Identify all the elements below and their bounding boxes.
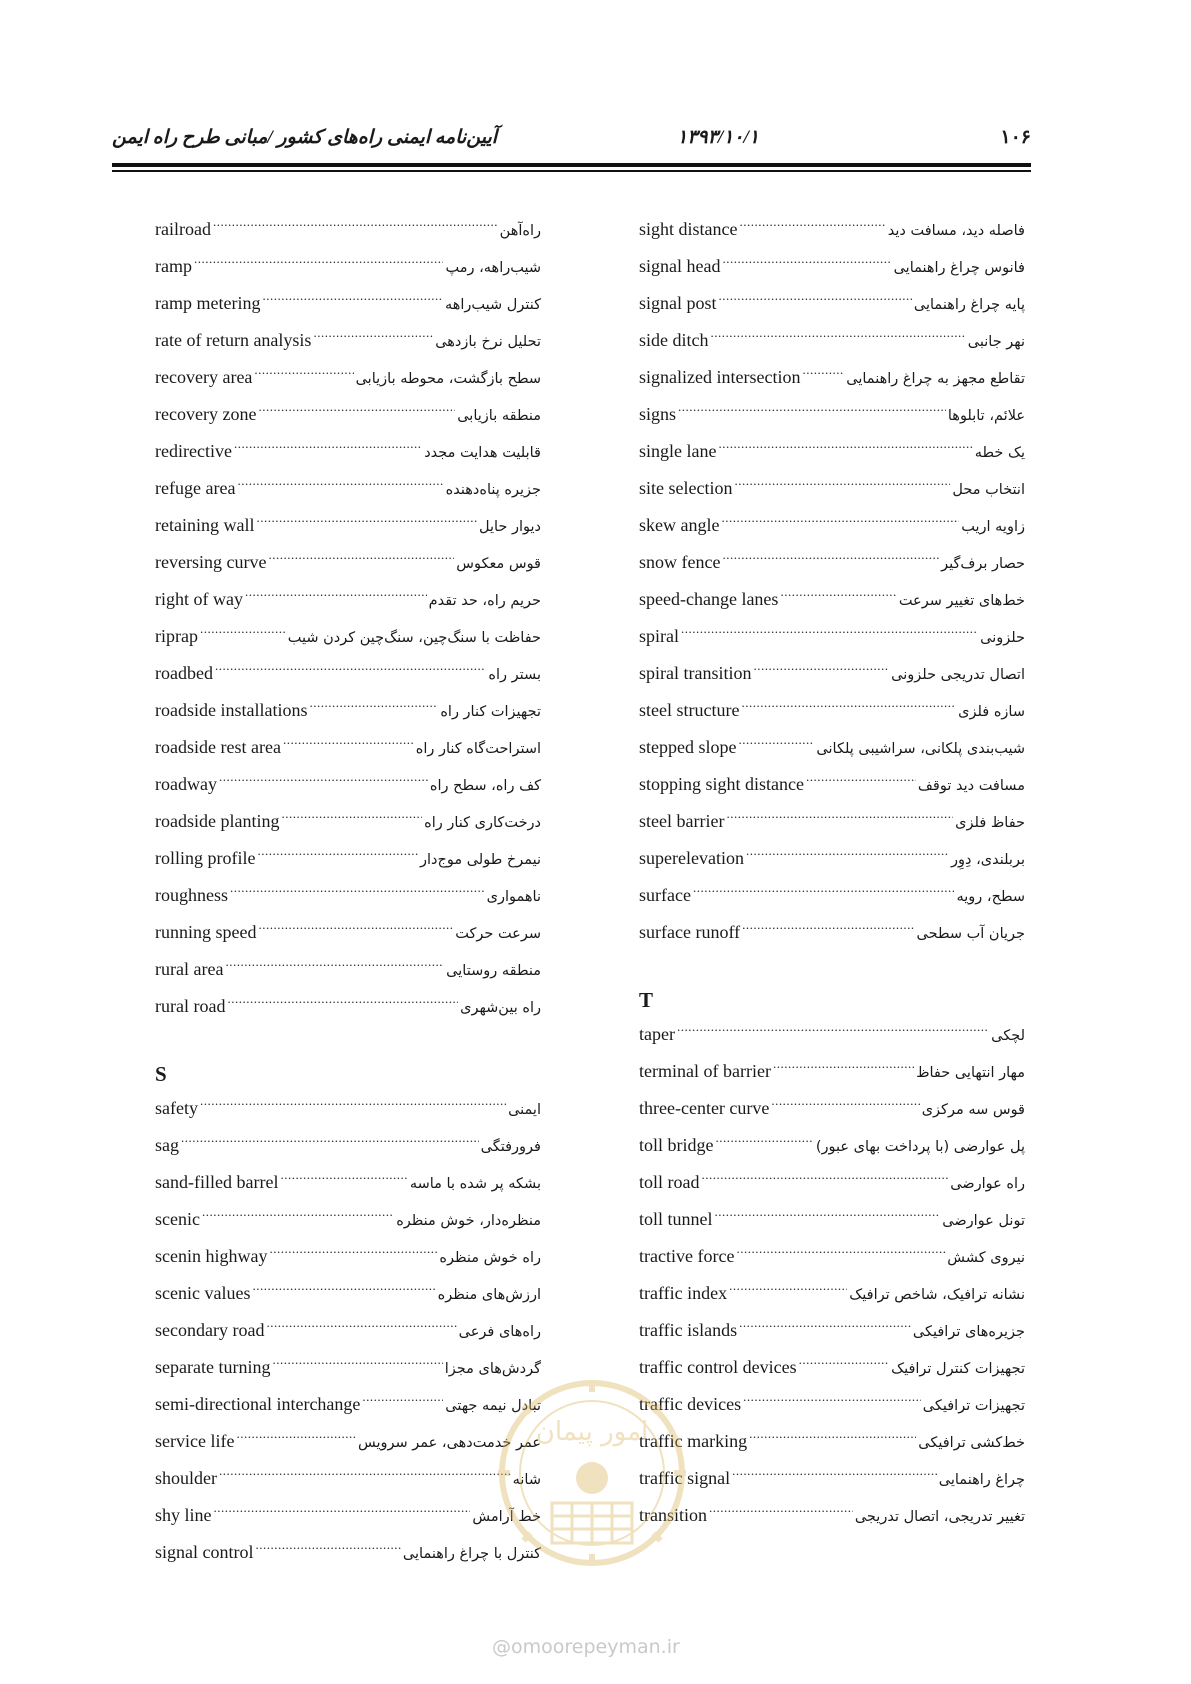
dot-leader (749, 1426, 916, 1447)
dot-leader (313, 325, 433, 346)
entry-persian-term: بشکه پر شده با ماسه (409, 1176, 541, 1192)
dot-leader (214, 1500, 471, 1521)
dot-leader (269, 1241, 437, 1262)
entry-english-term: stopping sight distance (639, 774, 804, 794)
dot-leader (678, 399, 946, 420)
entry-english-term: traffic index (639, 1283, 728, 1303)
dot-leader (709, 1500, 853, 1521)
dot-leader (219, 769, 428, 790)
entry-persian-term: قوس معکوس (456, 556, 541, 572)
entry-english-term: traffic devices (639, 1394, 742, 1414)
entry-persian-term: گردش‌های مجزا (444, 1361, 541, 1377)
entry-english-term: signs (639, 404, 677, 424)
dot-leader (230, 880, 485, 901)
glossary-entry (155, 1167, 541, 1204)
dot-leader (256, 510, 477, 531)
glossary-entry (639, 510, 1025, 547)
dot-leader (726, 806, 953, 827)
dot-leader (771, 1093, 919, 1114)
entry-persian-term: شانه (512, 1472, 541, 1488)
entry-english-term: snow fence (639, 552, 721, 572)
entry-english-term: secondary road (155, 1320, 265, 1340)
entry-persian-term: مسافت دید توقف (917, 778, 1025, 794)
dot-leader (722, 547, 939, 568)
entry-persian-term: راه‌های فرعی (458, 1324, 541, 1340)
entry-persian-term: تقاطع مجهز به چراغ راهنمایی (846, 371, 1025, 387)
entry-persian-term: ایمنی (508, 1102, 541, 1118)
entry-persian-term: تونل عوارضی (942, 1213, 1025, 1229)
dot-leader (722, 251, 891, 272)
entry-persian-term: تحلیل نرخ بازدهی (435, 334, 541, 350)
entry-english-term: terminal of barrier (639, 1061, 771, 1081)
entry-english-term: signal head (639, 256, 721, 276)
entry-persian-term: حریم راه، حد تقدم (428, 593, 541, 609)
entry-english-term: transition (639, 1505, 707, 1525)
page-header (112, 126, 1031, 156)
glossary-entry (639, 214, 1025, 251)
dot-leader (268, 547, 454, 568)
entry-english-term: recovery zone (155, 404, 257, 424)
dot-leader (254, 362, 353, 383)
dot-leader (780, 584, 896, 605)
glossary-entry (155, 362, 541, 399)
entry-english-term: sight distance (639, 219, 738, 239)
entry-persian-term: نیروی کشش (947, 1250, 1025, 1266)
glossary-entry (639, 843, 1025, 880)
glossary-entry (155, 880, 541, 917)
dot-leader (280, 1167, 407, 1188)
entry-english-term: roadway (155, 774, 217, 794)
entry-english-term: signal post (639, 293, 717, 313)
glossary-entry (155, 1204, 541, 1241)
glossary-entry (639, 1500, 1025, 1537)
entry-english-term: roadside planting (155, 811, 280, 831)
glossary-entry (155, 806, 541, 843)
glossary-entry (155, 1352, 541, 1389)
glossary-entry (155, 695, 541, 732)
glossary-entry (639, 1167, 1025, 1204)
glossary-left-column (155, 214, 541, 1574)
dot-leader (227, 991, 458, 1012)
entry-english-term: scenic (155, 1209, 200, 1229)
glossary-entry (639, 584, 1025, 621)
glossary-entry (155, 1500, 541, 1537)
entry-persian-term: بربلندی، دِوِر (951, 852, 1025, 868)
entry-persian-term: منظره‌دار، خوش منظره (396, 1213, 541, 1229)
entry-persian-term: کنترل شیب‌راهه (444, 297, 541, 313)
glossary-entry (639, 436, 1025, 473)
header-rule-thick (112, 163, 1031, 167)
entry-persian-term: اتصال تدریجی حلزونی (891, 667, 1025, 683)
entry-english-term: scenic values (155, 1283, 251, 1303)
entry-persian-term: نیمرخ طولی موج‌دار (419, 852, 541, 868)
glossary-entry (155, 843, 541, 880)
page-number: ۱۰۶ (1000, 127, 1031, 148)
entry-english-term: toll bridge (639, 1135, 714, 1155)
entry-english-term: right of way (155, 589, 243, 609)
dot-leader (257, 843, 418, 864)
entry-english-term: skew angle (639, 515, 720, 535)
entry-english-term: tractive force (639, 1246, 735, 1266)
section-gap (639, 954, 1025, 982)
entry-persian-term: چراغ راهنمایی (938, 1472, 1025, 1488)
dot-leader (262, 288, 443, 309)
glossary-entry (639, 1426, 1025, 1463)
entry-english-term: service life (155, 1431, 235, 1451)
entry-persian-term: یک خطه (974, 445, 1025, 461)
entry-english-term: shy line (155, 1505, 212, 1525)
dot-leader (718, 436, 972, 457)
entry-english-term: reversing curve (155, 552, 267, 572)
dot-leader (225, 954, 444, 975)
dot-leader (200, 621, 286, 642)
glossary-entry (155, 1426, 541, 1463)
entry-english-term: signalized intersection (639, 367, 801, 387)
entry-persian-term: جزیره پناه‌دهنده (445, 482, 541, 498)
glossary-entry (639, 1204, 1025, 1241)
entry-english-term: traffic islands (639, 1320, 738, 1340)
dot-leader (741, 695, 956, 716)
entry-persian-term: لچکی (991, 1028, 1025, 1044)
dot-leader (702, 1167, 949, 1188)
entry-english-term: rate of return analysis (155, 330, 312, 350)
entry-persian-term: تغییر تدریجی، اتصال تدریجی (854, 1509, 1025, 1525)
glossary-entry (639, 473, 1025, 510)
entry-english-term: signal control (155, 1542, 254, 1562)
entry-persian-term: بستر راه (488, 667, 541, 683)
entry-persian-term: مهار انتهایی حفاظ (916, 1065, 1025, 1081)
dot-leader (799, 1352, 889, 1373)
glossary-entry (155, 510, 541, 547)
entry-persian-term: منطقه بازیابی (457, 408, 541, 424)
entry-english-term: single lane (639, 441, 717, 461)
entry-persian-term: خط آرامش (472, 1509, 541, 1525)
entry-persian-term: راه عوارضی (950, 1176, 1025, 1192)
glossary-entry (155, 917, 541, 954)
entry-english-term: railroad (155, 219, 211, 239)
glossary-entry (155, 954, 541, 991)
glossary-entry (639, 732, 1025, 769)
entry-english-term: roadside installations (155, 700, 308, 720)
dot-leader (693, 880, 955, 901)
watermark-logo-text: امور پیمان (535, 1417, 649, 1447)
glossary-entry (639, 621, 1025, 658)
entry-english-term: speed-change lanes (639, 589, 779, 609)
dot-leader (252, 1278, 435, 1299)
glossary-entry (639, 399, 1025, 436)
dot-leader (736, 1241, 945, 1262)
glossary-entry (639, 1130, 1025, 1167)
entry-persian-term: حفاظت با سنگ‌چین، سنگ‌چین کردن شیب (287, 630, 541, 646)
glossary-entry (155, 1537, 541, 1574)
entry-english-term: superelevation (639, 848, 744, 868)
entry-english-term: roadside rest area (155, 737, 281, 757)
dot-leader (245, 584, 427, 605)
entry-persian-term: سازه فلزی (958, 704, 1025, 720)
glossary-entry (639, 1352, 1025, 1389)
entry-persian-term: انتخاب محل (952, 482, 1025, 498)
glossary-entry (639, 1241, 1025, 1278)
entry-persian-term: جزیره‌های ترافیکی (912, 1324, 1025, 1340)
entry-persian-term: قوس سه مرکزی (921, 1102, 1025, 1118)
dot-leader (234, 436, 422, 457)
entry-persian-term: شیب‌راهه، رمپ (445, 260, 541, 276)
glossary-entry (639, 1056, 1025, 1093)
glossary-entry (639, 325, 1025, 362)
dot-leader (746, 843, 949, 864)
glossary-entry (155, 436, 541, 473)
entry-persian-term: کنترل با چراغ راهنمایی (402, 1546, 541, 1562)
entry-persian-term: فاصله دید، مسافت دید (887, 223, 1025, 239)
glossary-entry (155, 399, 541, 436)
entry-persian-term: حلزونی (980, 630, 1025, 646)
glossary-entry (155, 621, 541, 658)
dot-leader (255, 1537, 400, 1558)
section-letter-t: T (639, 988, 654, 1012)
dot-leader (200, 1093, 506, 1114)
header-rule-thin (112, 170, 1031, 172)
entry-english-term: spiral transition (639, 663, 752, 683)
entry-persian-term: حفاظ فلزی (955, 815, 1025, 831)
glossary-entry (639, 1389, 1025, 1426)
glossary-entry (155, 1463, 541, 1500)
glossary-entry (639, 251, 1025, 288)
dot-leader (743, 1389, 921, 1410)
entry-english-term: three-center curve (639, 1098, 770, 1118)
entry-english-term: safety (155, 1098, 198, 1118)
glossary-entry (155, 473, 541, 510)
entry-english-term: toll road (639, 1172, 700, 1192)
entry-persian-term: ناهمواری (486, 889, 541, 905)
glossary-entry (155, 658, 541, 695)
entry-persian-term: تبادل نیمه جهتی (445, 1398, 541, 1414)
dot-leader (258, 399, 455, 420)
dot-leader (213, 214, 498, 235)
entry-english-term: running speed (155, 922, 257, 942)
glossary-entry (639, 695, 1025, 732)
entry-persian-term: پل عوارضی (با پرداخت بهای عبور) (815, 1139, 1025, 1155)
glossary-entry (155, 1093, 541, 1130)
t-entries (639, 1019, 1025, 1537)
glossary-entry (155, 1389, 541, 1426)
entry-english-term: sand-filled barrel (155, 1172, 279, 1192)
glossary-entry (155, 251, 541, 288)
entry-english-term: side ditch (639, 330, 709, 350)
glossary-entry (639, 1315, 1025, 1352)
entry-english-term: retaining wall (155, 515, 255, 535)
dot-leader (362, 1389, 443, 1410)
glossary-entry (155, 288, 541, 325)
dot-leader (266, 1315, 456, 1336)
book-title: آیین‌نامه ایمنی راه‌های کشور /مبانی طرح راه ایمن (112, 127, 498, 148)
glossary-right-column (639, 214, 1025, 1537)
glossary-entry (155, 732, 541, 769)
glossary-entry (155, 214, 541, 251)
dot-leader (738, 732, 814, 753)
glossary-entry (639, 288, 1025, 325)
dot-leader (719, 288, 912, 309)
dot-leader (721, 510, 959, 531)
entry-persian-term: حصار برف‌گیر (941, 556, 1025, 572)
entry-english-term: shoulder (155, 1468, 217, 1488)
entry-english-term: site selection (639, 478, 733, 498)
dot-leader (272, 1352, 442, 1373)
entry-persian-term: قابلیت هدایت مجدد (424, 445, 541, 461)
entry-persian-term: سطح، رویه (956, 889, 1025, 905)
entry-english-term: steel structure (639, 700, 740, 720)
entry-persian-term: نشانه ترافیک، شاخص ترافیک (849, 1287, 1025, 1303)
dot-leader (715, 1204, 941, 1225)
glossary-entry (155, 1241, 541, 1278)
s-entries-continued (639, 214, 1025, 954)
dot-leader (236, 1426, 356, 1447)
entry-persian-term: کف راه، سطح راه (429, 778, 541, 794)
glossary-entry (155, 991, 541, 1028)
entry-persian-term: زاویه اریب (961, 519, 1025, 535)
entry-persian-term: راه خوش منظره (439, 1250, 541, 1266)
entry-english-term: riprap (155, 626, 198, 646)
entry-persian-term: درخت‌کاری کنار راه (424, 815, 541, 831)
entry-persian-term: فرورفتگی (480, 1139, 541, 1155)
entry-english-term: toll tunnel (639, 1209, 713, 1229)
entry-english-term: surface runoff (639, 922, 741, 942)
entry-persian-term: تجهیزات کنترل ترافیک (891, 1361, 1025, 1377)
section-gap (155, 1028, 541, 1056)
dot-leader (739, 214, 885, 235)
dot-leader (711, 325, 966, 346)
dot-leader (732, 1463, 937, 1484)
entry-english-term: steel barrier (639, 811, 725, 831)
entry-english-term: roadbed (155, 663, 213, 683)
entry-english-term: scenin highway (155, 1246, 268, 1266)
dot-leader (281, 806, 422, 827)
dot-leader (181, 1130, 479, 1151)
entry-english-term: traffic control devices (639, 1357, 797, 1377)
entry-english-term: separate turning (155, 1357, 271, 1377)
glossary-entry (155, 1130, 541, 1167)
glossary-entry (639, 1278, 1025, 1315)
entry-english-term: rural road (155, 996, 226, 1016)
glossary-entry (155, 584, 541, 621)
dot-leader (729, 1278, 847, 1299)
entry-english-term: rolling profile (155, 848, 256, 868)
entry-english-term: roughness (155, 885, 228, 905)
entry-english-term: traffic signal (639, 1468, 731, 1488)
glossary-entry (639, 658, 1025, 695)
glossary-entry (639, 917, 1025, 954)
dot-leader (219, 1463, 511, 1484)
glossary-entry (639, 362, 1025, 399)
entry-english-term: recovery area (155, 367, 253, 387)
dot-leader (194, 251, 444, 272)
dot-leader (681, 621, 978, 642)
dot-leader (237, 473, 443, 494)
entry-english-term: traffic marking (639, 1431, 748, 1451)
entry-persian-term: راه بین‌شهری (460, 1000, 541, 1016)
entry-english-term: taper (639, 1024, 675, 1044)
entry-persian-term: راه‌آهن (499, 223, 541, 239)
entry-english-term: spiral (639, 626, 679, 646)
glossary-entry (155, 1315, 541, 1352)
entry-english-term: refuge area (155, 478, 236, 498)
glossary-entry (639, 1019, 1025, 1056)
dot-leader (202, 1204, 394, 1225)
r-entries (155, 214, 541, 1028)
entry-english-term: redirective (155, 441, 232, 461)
dot-leader (742, 917, 914, 938)
entry-persian-term: علائم، تابلوها (947, 408, 1025, 424)
entry-english-term: ramp metering (155, 293, 261, 313)
watermark-url: @omoorepeyman.ir (492, 1636, 680, 1658)
entry-persian-term: استراحت‌گاه کنار راه (415, 741, 541, 757)
dot-leader (283, 732, 414, 753)
entry-persian-term: تجهیزات ترافیکی (922, 1398, 1025, 1414)
entry-persian-term: ارزش‌های منظره (437, 1287, 541, 1303)
glossary-entry (155, 325, 541, 362)
glossary-entry (155, 547, 541, 584)
dot-leader (716, 1130, 814, 1151)
entry-persian-term: فانوس چراغ راهنمایی (893, 260, 1025, 276)
dot-leader (258, 917, 453, 938)
dot-leader (773, 1056, 914, 1077)
section-letter-s: S (155, 1062, 167, 1086)
dot-leader (802, 362, 844, 383)
s-entries (155, 1093, 541, 1574)
glossary-entry (639, 1463, 1025, 1500)
dot-leader (309, 695, 438, 716)
dot-leader (677, 1019, 989, 1040)
entry-persian-term: دیوار حایل (478, 519, 541, 535)
entry-english-term: surface (639, 885, 691, 905)
entry-persian-term: خط‌کشی ترافیکی (918, 1435, 1025, 1451)
entry-persian-term: سرعت حرکت (455, 926, 541, 942)
entry-persian-term: خط‌های تغییر سرعت (898, 593, 1025, 609)
entry-persian-term: سطح بازگشت، محوطه بازیابی (355, 371, 541, 387)
header-date: ۱۳۹۳/۱۰/۱ (677, 127, 759, 148)
dot-leader (806, 769, 916, 790)
entry-persian-term: شیب‌بندی پلکانی، سراشیبی پلکانی (816, 741, 1025, 757)
entry-english-term: sag (155, 1135, 179, 1155)
entry-persian-term: جریان آب سطحی (916, 926, 1025, 942)
glossary-entry (639, 880, 1025, 917)
dot-leader (753, 658, 889, 679)
entry-english-term: rural area (155, 959, 224, 979)
entry-persian-term: عمر خدمت‌دهی، عمر سرویس (357, 1435, 541, 1451)
glossary-entry (639, 806, 1025, 843)
dot-leader (215, 658, 486, 679)
entry-english-term: stepped slope (639, 737, 737, 757)
glossary-entry (639, 769, 1025, 806)
entry-english-term: semi-directional interchange (155, 1394, 361, 1414)
entry-persian-term: تجهیزات کنار راه (440, 704, 541, 720)
glossary-entry (639, 1093, 1025, 1130)
dot-leader (739, 1315, 911, 1336)
dot-leader (734, 473, 950, 494)
entry-persian-term: منطقه روستایی (446, 963, 541, 979)
entry-persian-term: نهر جانبی (967, 334, 1025, 350)
entry-persian-term: پایه چراغ راهنمایی (913, 297, 1025, 313)
glossary-entry (639, 547, 1025, 584)
entry-english-term: ramp (155, 256, 192, 276)
glossary-entry (155, 1278, 541, 1315)
glossary-entry (155, 769, 541, 806)
